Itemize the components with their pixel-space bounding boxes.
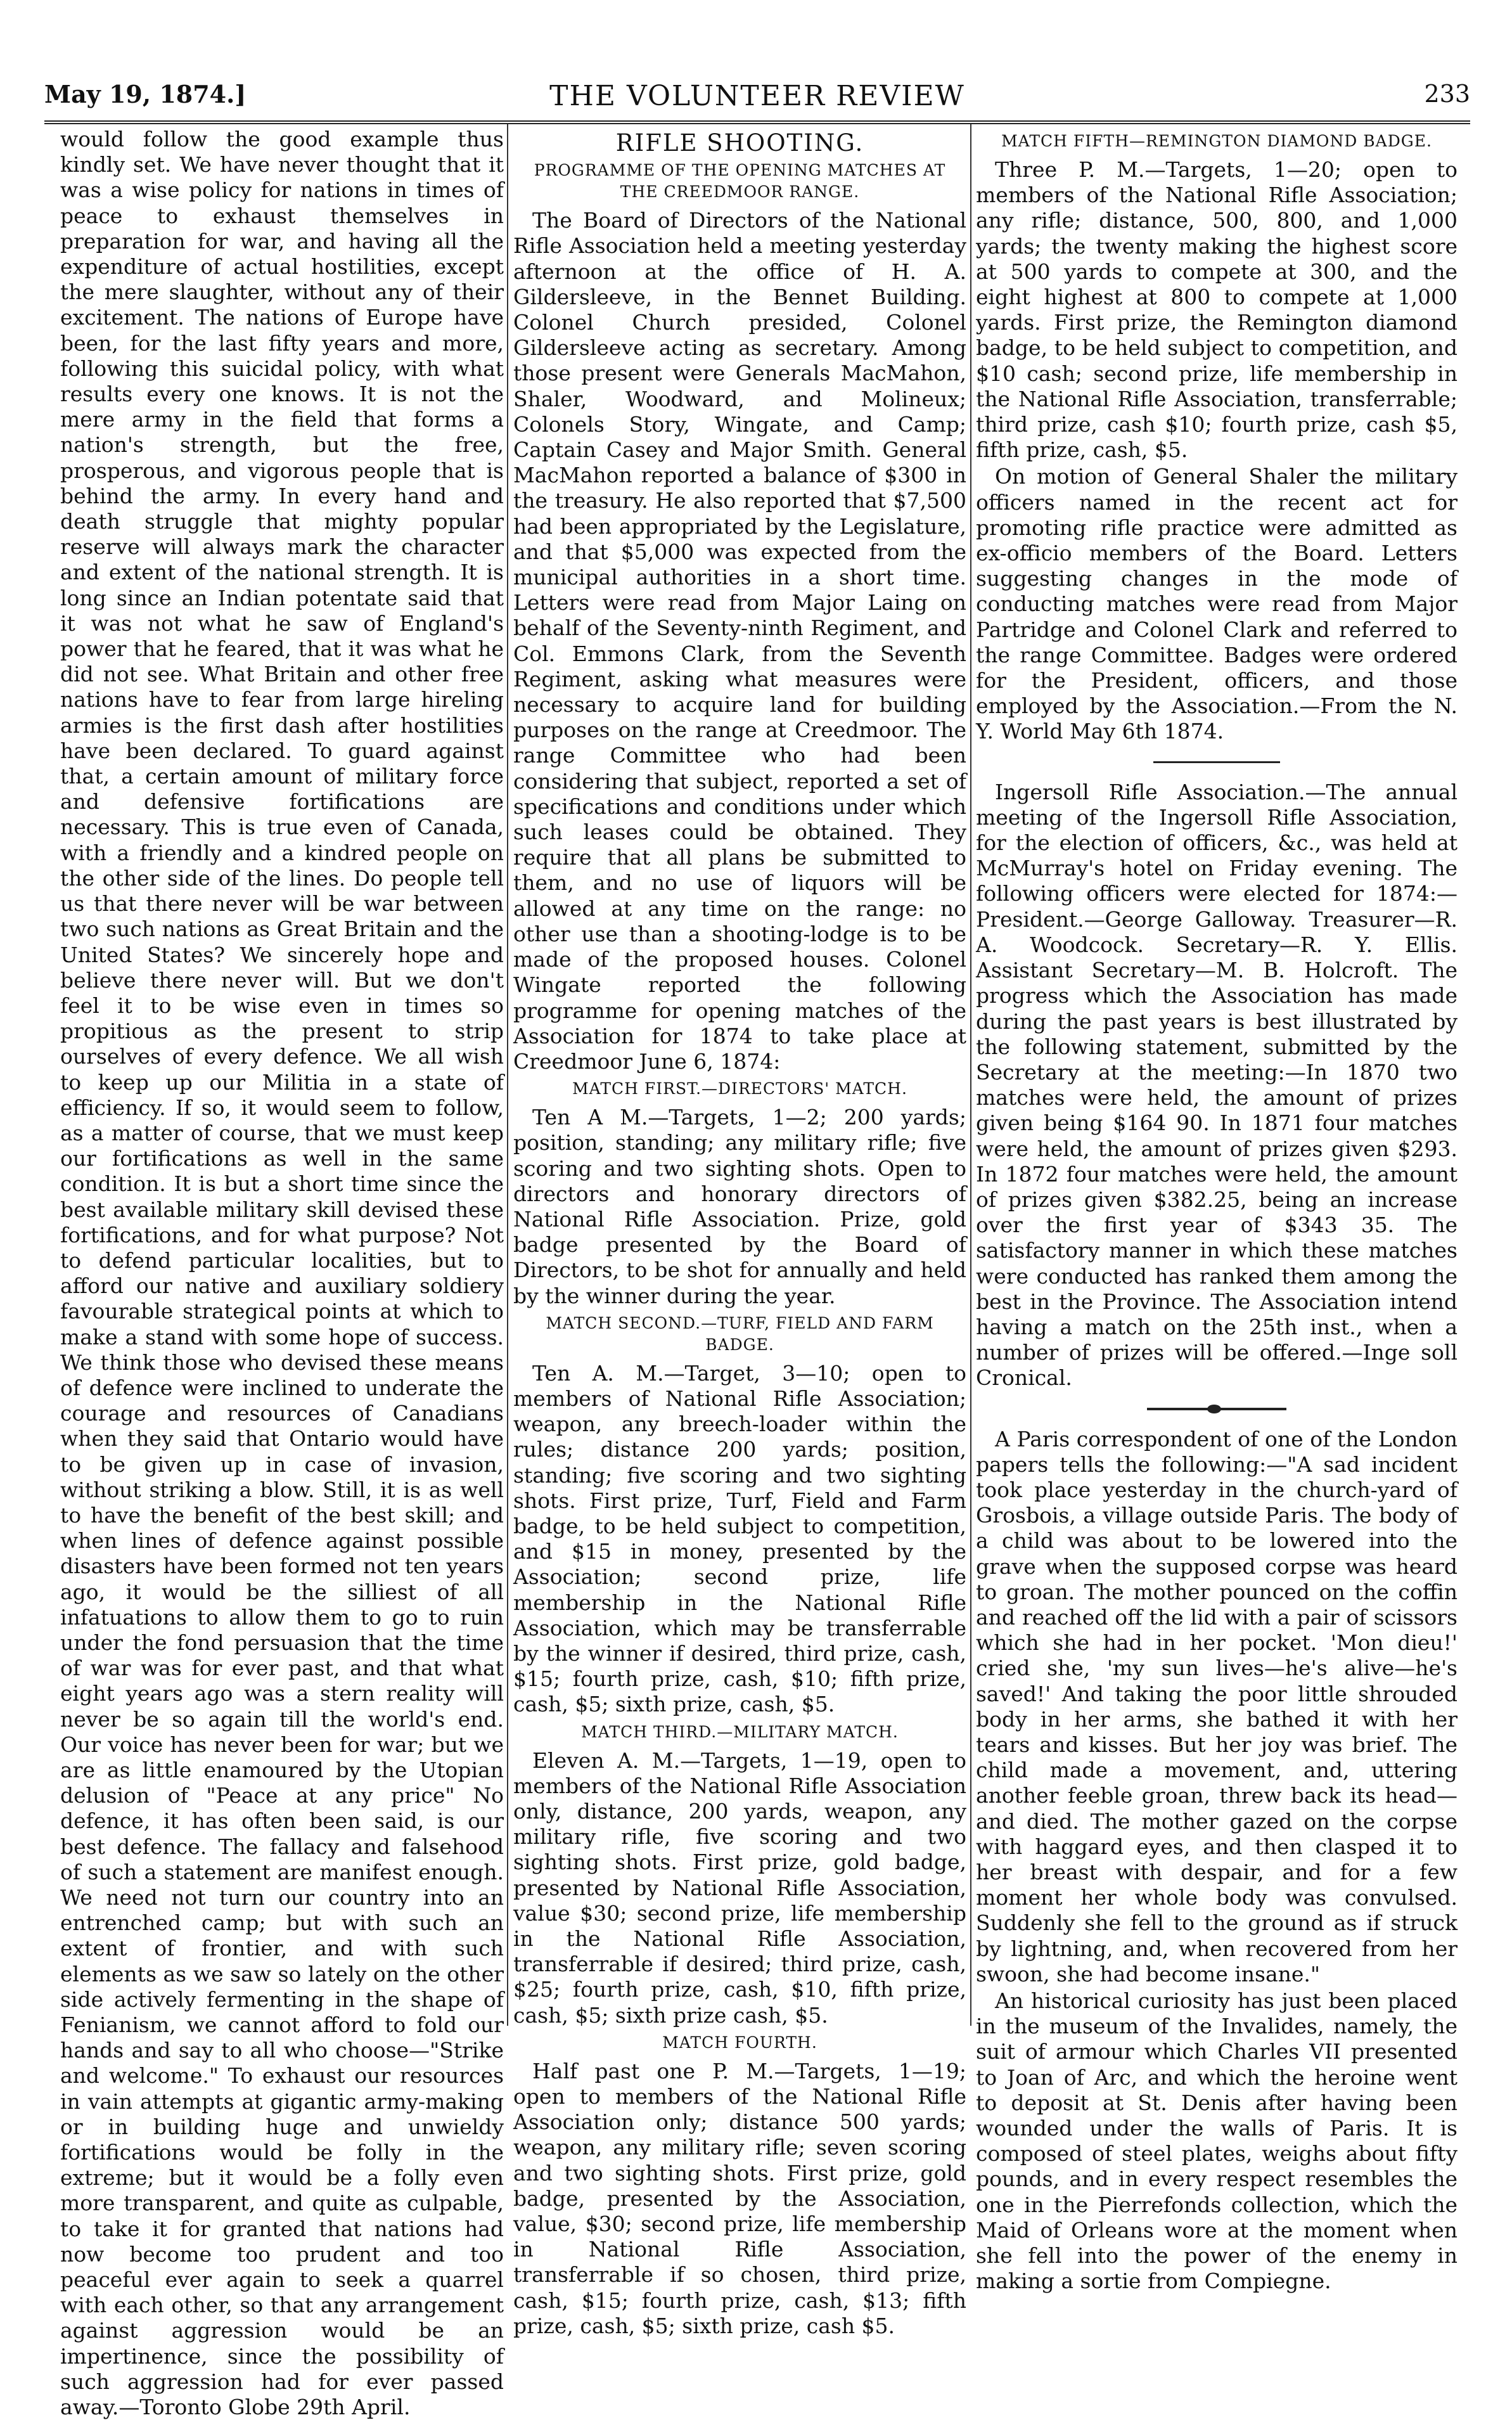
match-heading: MATCH FIRST.—DIRECTORS' MATCH. [572, 1079, 907, 1098]
column-right [976, 127, 1458, 2294]
column-divider [970, 124, 971, 2026]
header-rule [44, 120, 1470, 124]
column-left [60, 127, 504, 2420]
page-number: 233 [1424, 80, 1470, 108]
article-subheading: PROGRAMME OF THE OPENING MATCHES AT THE CREEDMOOR RANGE. [534, 161, 946, 202]
match-paragraph: Eleven A. M.—Targets, 1—19, open to members of the National Rifle Association only, distance, 200 yards, weapon, any military rifle, five scoring and two sighting shots. First prize, gold badge, presented by National Rifle Association, value $30; second prize, life membership in the National Rifle Association, transferrable if desired; third prize, cash, $25; fourth prize, cash, $10, fifth prize, cash, $5; sixth prize cash, $5. [513, 1747, 966, 2028]
match-heading: MATCH FOURTH. [662, 2033, 817, 2052]
article-paragraph: A Paris correspondent of one of the London papers tells the following:—"A sad incident took place yesterday in the church-yard of Grosbois, a village outside Paris. The body of a child was about to be lowered into the grave when the supposed corpse was heard to groan. The mother pounced on the coffin and reached off the lid with a pair of scissors which she had in her pocket. 'Mon dieu!' cried she, 'my sun lives—he's alive—he's saved!' And taking the poor little shrouded body in her arms, she bathed it with her tears and kisses. But her joy was brief. The child made a movement, and, uttering another feeble groan, threw back its head—and died. The mother gazed on the corpse with haggard eyes, and then clasped it to her breast with despair, and for a few moment her whole body was convulsed. Suddenly she fell to the ground as if struck by lightning, and, when recovered from her swoon, she had become insane." [976, 1426, 1458, 1986]
issue-date: May 19, 1874.] [44, 80, 247, 108]
editorial-text: would follow the good example thus kindly set. We have never thought that it was a wise policy for nations in times of peace to exhaust themselves in preparation for war, and having all the expenditure of actual hostilities, except the mere slaughter, without any of their excitement. The nations of Europe have been, for the last fifty years and more, following this suicidal policy, with what results every one knows. It is not the mere army in the field that forms a nation's strength, but the free, prosperous, and vigorous people that is behind the army. In every hand and death struggle that mighty popular reserve will always mark the character and extent of the national strength. It is long since an Indian potentate said that it was not what he saw of England's power that he feared, that it was what he did not see. What Britain and other free nations have to fear from large hireling armies is the first dash after hostilities have been declared. To guard against that, a certain amount of military force and defensive fortifications are necessary. This is true even of Canada, with a friendly and a kindred people on the other side of the lines. Do people tell us that there never will be war between two such nations as Great Britain and the United States? We sincerely hope and believe there never will. But we don't feel it to be wise even in times so propitious as the present to strip ourselves of every defence. We all wish to keep up our Militia in a state of efficiency. If so, it would seem to follow, as a matter of course, that we must keep our fortifications as well in the same condition. It is but a short time since the best available military skill devised these fortifications, and for what purpose? Not to defend particular localities, but to afford our native and auxiliary soldiery favourable strategical points at which to make a stand with some hope of success. We think those who devised these means of defence were inclined to underate the courage and resources of Canadians when they said that Ontario would have to be given up in case of invasion, without striking a blow. Still, it is as well to have the benefit of the best skill; and when lines of defence against possible disasters have been formed not ten years ago, it would be the silliest of all infatuations to allow them to go to ruin under the fond persuasion that the time of war was for ever past, and that what eight years ago was a stern reality will never be so again till the world's end. Our voice has never been for war; but we are as little enamoured by the Utopian delusion of "Peace at any price" No defence, it has often been said, is our best defence. The fallacy and falsehood of such a statement are manifest enough. We need not turn our country into an entrenched camp; but with such an extent of frontier, and with such elements as we saw so lately on the other side actively fermenting in the shape of Fenianism, we cannot afford to fold our hands and say to all who choose—"Strike and welcome." To exhaust our resources in vain attempts at gigantic army-making or in building huge and unwieldy fortifications would be folly in the extreme; but it would be a folly even more transparent, and quite as culpable, to take it for granted that nations had now become too prudent and too peaceful ever again to seek a quarrel with each other, so that any arrangement against aggression would be an impertinence, since the possibility of such aggression had for ever passed away.—Toronto Globe 29th April. [60, 127, 504, 2420]
section-separator [1153, 761, 1280, 763]
column-middle [513, 127, 966, 2338]
article-paragraph: On motion of General Shaler the military officers named in the recent act for promoting rifle practice were admitted as ex-officio members of the Board. Letters suggesting changes in the mode of conducting matches were read from Major Partridge and Colonel Clark and referred to the range Committee. Badges were ordered for the President, officers, and those employed by the Association.—From the N. Y. World May 6th 1874. [976, 464, 1458, 744]
match-paragraph: Ten A. M.—Target, 3—10; open to members of National Rifle Association; weapon, any breech-loader within the rules; distance 200 yards; position, standing; five scoring and two sighting shots. First prize, Turf, Field and Farm badge, to be held subject to competition, and $15 in money, presented by the Association; second prize, life membership in the National Rifle Association, which may be transferrable by the winner if desired, third prize, cash, $15; fourth prize, cash, $10; fifth prize, cash, $5; sixth prize, cash, $5. [513, 1360, 966, 1717]
match-paragraph: Ten A M.—Targets, 1—2; 200 yards; position, standing; any military rifle; five scoring and two sighting shots. Open to directors and honorary directors of National Rifle Association. Prize, gold badge presented by the Board of Directors, to be shot for annually and held by the winner during the year. [513, 1105, 966, 1308]
match-heading: MATCH THIRD.—MILITARY MATCH. [581, 1722, 899, 1741]
article-heading: RIFLE SHOOTING. [615, 129, 864, 157]
match-heading: MATCH FIFTH—REMINGTON DIAMOND BADGE. [1001, 132, 1432, 150]
newspaper-title: THE VOLUNTEER REVIEW [549, 80, 965, 112]
article-paragraph: An historical curiosity has just been placed in the museum of the Invalides, namely, the suit of armour which Charles VII presented to Joan of Arc, and which the heroine went to deposit at St. Denis after having been wounded under the walls of Paris. It is composed of steel plates, weighs about fifty pounds, and in every respect resembles the one in the Pierrefonds collection, which the Maid of Orleans wore at the moment when she fell into the power of the enemy in making a sortie from Compiegne. [976, 1988, 1458, 2294]
article-paragraph: The Board of Directors of the National Rifle Association held a meeting yesterday afternoon at the office of H. A. Gildersleeve, in the Bennet Building. Colonel Church presided, Colonel Gildersleeve acting as secretary. Among those present were Generals MacMahon, Shaler, Woodward, and Molineux; Colonels Story, Wingate, and Camp; Captain Casey and Major Smith. General MacMahon reported a balance of $300 in the treasury. He also reported that $7,500 had been appropriated by the Legislature, and that $5,000 was expected from the municipal authorities in a short time. Letters were read from Major Laing on behalf of the Seventy-ninth Regiment, and Col. Emmons Clark, from the Seventh Regiment, asking what measures were necessary to acquire land for building purposes on the range at Creedmoor. The range Committee who had been considering that subject, reported a set of specifications and conditions under which such leases could be obtained. They require that all plans be submitted to them, and no use of liquors will be allowed at any time on the range: no other use than a shooting-lodge is to be made of the proposed houses. Colonel Wingate reported the following programme for opening matches of the Association for 1874 to take place at Creedmoor June 6, 1874: [513, 208, 966, 1074]
match-paragraph: Three P. M.—Targets, 1—20; open to members of the National Rifle Association; any rifle; distance, 500, 800, and 1,000 yards; the twenty making the highest score at 500 yards to compete at 300, and the eight highest at 800 to compete at 1,000 yards. First prize, the Remington diamond badge, to be held subject to competition, and $10 cash; second prize, life membership in the National Rifle Association, transferrable; third prize, cash $10; fourth prize, cash $5, fifth prize, cash, $5. [976, 157, 1458, 463]
article-paragraph: Ingersoll Rifle Association.—The annual meeting of the Ingersoll Rifle Association, for the election of officers, &c., was held at McMurray's hotel on Friday evening. The following officers were elected for 1874:—President.—George Galloway. Treasurer—R. A. Woodcock. Secretary—R. Y. Ellis. Assistant Secretary—M. B. Holcroft. The progress which the Association has made during the past years is best illustrated by the following statement, submitted by the Secretary at the meeting:—In 1870 two matches were held, the amount of prizes given being $164 90. In 1871 four matches were held, the amount of prizes given $293. In 1872 four matches were held, the amount of prizes given $382.25, being an increase over the first year of $343 35. The satisfactory manner in which these matches were conducted has ranked them among the best in the Province. The Association intend having a match on the 25th inst., when a number of prizes will be offered.—Inge soll Cronical. [976, 779, 1458, 1391]
match-heading: MATCH SECOND.—TURF, FIELD AND FARM BADGE. [546, 1313, 934, 1354]
ornamental-separator [1147, 1408, 1286, 1410]
match-paragraph: Half past one P. M.—Targets, 1—19; open to members of the National Rifle Association only; distance 500 yards; weapon, any military rifle; seven scoring and two sighting shots. First prize, gold badge, presented by the Association, value, $30; second prize, life membership in National Rifle Association, transferrable if so chosen, third prize, cash, $15; fourth prize, cash, $13; fifth prize, cash, $5; sixth prize, cash $5. [513, 2058, 966, 2338]
column-divider [507, 124, 508, 2026]
page-header [44, 75, 1470, 119]
